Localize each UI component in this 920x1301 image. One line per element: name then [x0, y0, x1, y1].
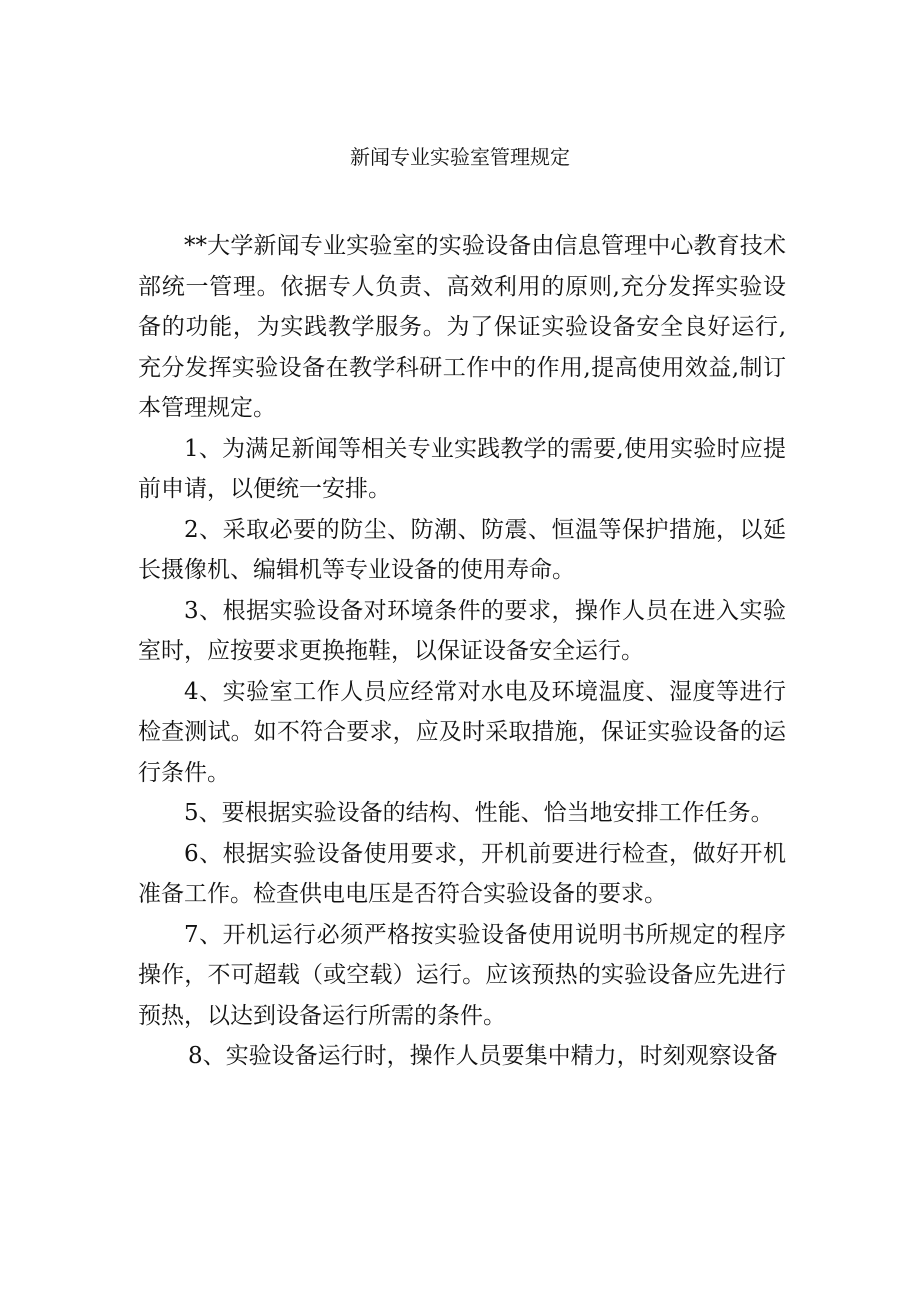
paragraph-item-6: 6、根据实验设备使用要求，开机前要进行检查，做好开机准备工作。检查供电电压是否符合实验设备的要求。: [138, 840, 786, 907]
document-title: 新闻专业实验室管理规定: [350, 145, 570, 169]
paragraph-item-8: 8、实验设备运行时，操作人员要集中精力，时刻观察设备: [188, 1043, 778, 1069]
paragraph-intro: **大学新闻专业实验室的实验设备由信息管理中心教育技术部统一管理。依据专人负责、高效利用的原则,充分发挥实验设备的功能，为实践教学服务。为了保证实验设备安全良好运行,充分发挥实验设备在教学科研工作中的作用,提高使用效益,制订本管理规定。: [138, 233, 786, 421]
paragraph-item-4: 4、实验室工作人员应经常对水电及环境温度、湿度等进行检查测试。如不符合要求，应及时采取措施，保证实验设备的运行条件。: [138, 678, 786, 786]
paragraph-item-7: 7、开机运行必须严格按实验设备使用说明书所规定的程序操作，不可超载（或空载）运行。应该预热的实验设备应先进行预热，以达到设备运行所需的条件。: [138, 921, 786, 1029]
paragraph-item-5: 5、要根据实验设备的结构、性能、恰当地安排工作任务。: [184, 800, 774, 826]
paragraph-item-1: 1、为满足新闻等相关专业实践教学的需要,使用实验时应提前申请，以便统一安排。: [138, 435, 786, 502]
paragraph-item-2: 2、采取必要的防尘、防潮、防震、恒温等保护措施，以延长摄像机、编辑机等专业设备的使用寿命。: [138, 516, 786, 583]
document-body: [138, 226, 786, 1077]
paragraph-item-3: 3、根据实验设备对环境条件的要求，操作人员在进入实验室时，应按要求更换拖鞋，以保证设备安全运行。: [138, 597, 786, 664]
